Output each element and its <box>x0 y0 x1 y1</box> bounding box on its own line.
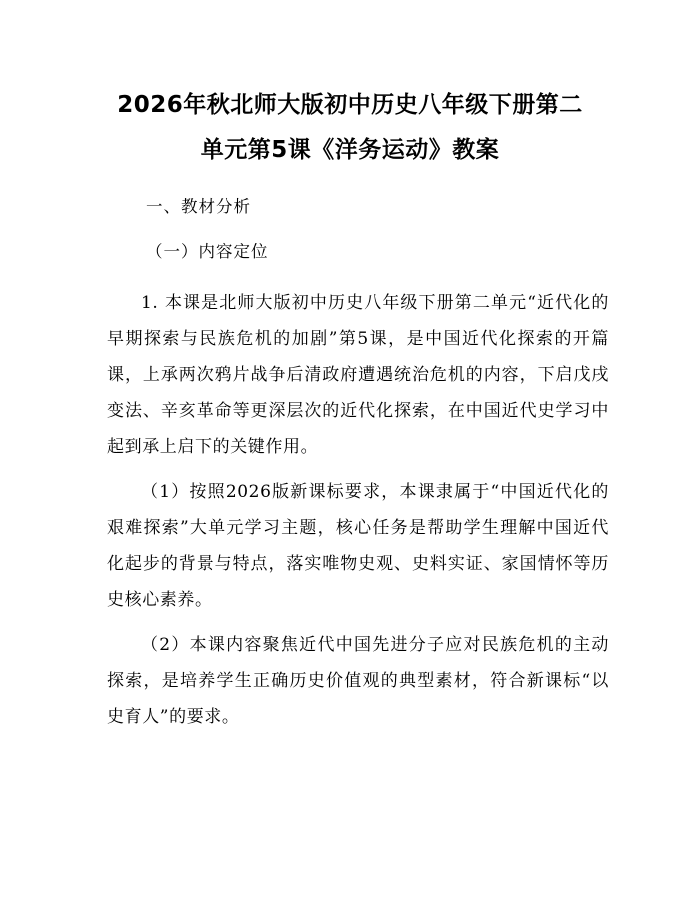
paragraph-educational-value: （2）本课内容聚焦近代中国先进分子应对民族危机的主动探索，是培养学生正确历史价值观的典型素材，符合新课标“以史育人”的要求。 <box>107 635 609 727</box>
paragraph-curriculum-standard: （1）按照2026版新课标要求，本课隶属于“中国近代化的艰难探索”大单元学习主题，核心任务是帮助学生理解中国近代化起步的背景与特点，落实唯物史观、史料实证、家国情怀等历史核心素养。 <box>107 482 609 610</box>
document-title-line-1: 2026年秋北师大版初中历史八年级下册第二 <box>117 92 583 118</box>
section-heading: 一、教材分析 <box>146 197 251 216</box>
paragraph-content-positioning: 1. 本课是北师大版初中历史八年级下册第二单元“近代化的早期探索与民族危机的加剧”第5课，是中国近代化探索的开篇课，上承两次鸦片战争后清政府遭遇统治危机的内容，下启戊戌变法、辛亥革命等更深层次的近代化探索，在中国近代史学习中起到承上启下的关键作用。 <box>107 293 609 457</box>
subsection-heading: （一）内容定位 <box>146 242 269 261</box>
document-title-line-2: 单元第5课《洋务运动》教案 <box>200 137 500 163</box>
